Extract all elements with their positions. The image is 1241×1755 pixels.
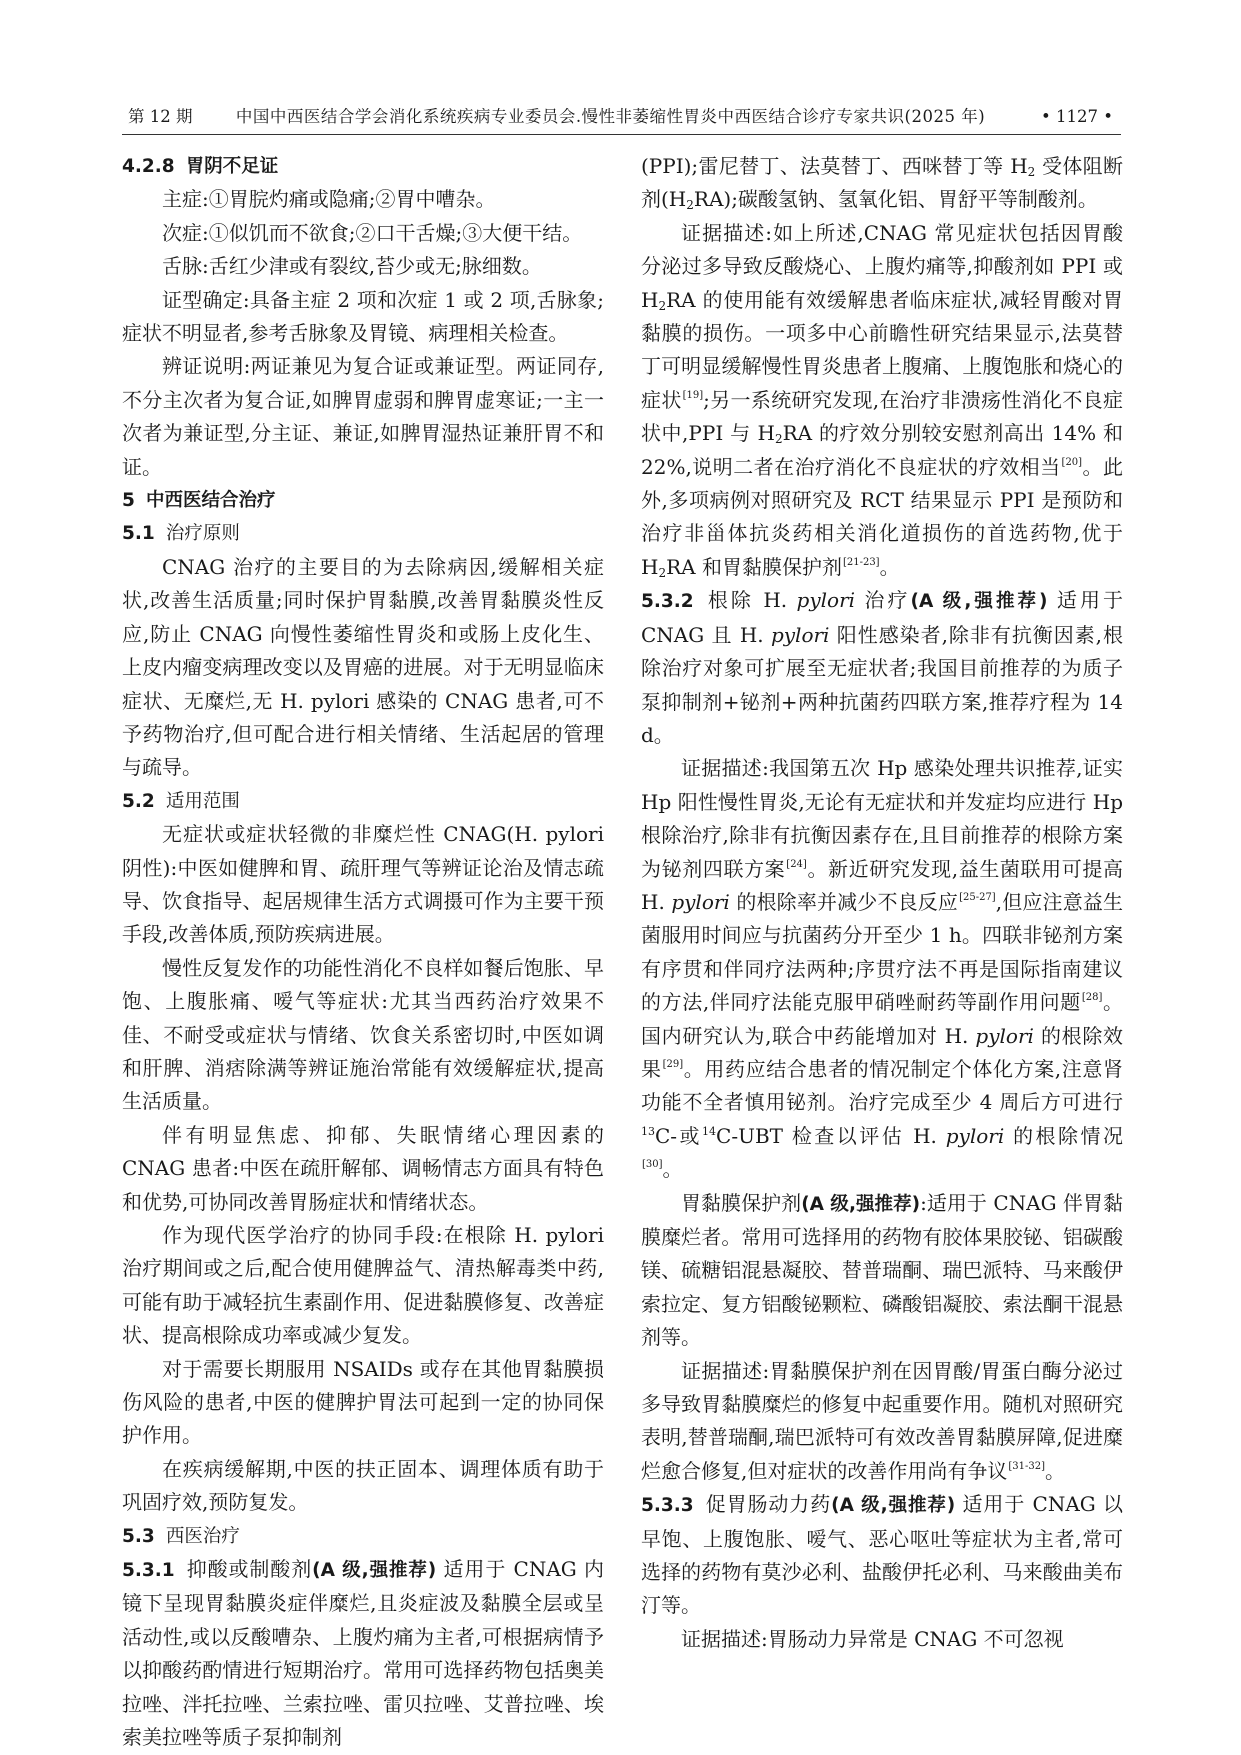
paragraph-5-3-3: 5.3.3 促胃肠动力药(A 级,强推荐) 适用于 CNAG 以早饱、上腹饱胀、嗳气、恶心呕吐等症状为主者,常可选择的药物有莫沙必利、盐酸伊托必利、马来酸曲美布汀等。: [641, 1492, 1123, 1618]
citation: [24]: [786, 858, 807, 870]
paragraph: 无症状或症状轻微的非糜烂性 CNAG(H. pylori 阴性):中医如健脾和胃、疏肝理气等辨证论治及情志疏导、饮食指导、起居规律生活方式调摄可作为主要干预手段,改善体质,预防疾病进展。: [122, 822, 604, 947]
citation: [19]: [682, 389, 704, 401]
grade-badge: (A 级,强推荐): [801, 1193, 921, 1215]
paragraph: 胃黏膜保护剂(A 级,强推荐):适用于 CNAG 伴胃黏膜糜烂者。常用可选择用的药物有胶体果胶铋、铝碳酸镁、硫糖铝混悬凝胶、替普瑞酮、瑞巴派特、马来酸伊索拉定、复方铝酸铋颗粒、磷酸铝凝胶、索法酮干混悬剂等。: [641, 1190, 1123, 1350]
paragraph: 证据描述:胃黏膜保护剂在因胃酸/胃蛋白酶分泌过多导致胃黏膜糜烂的修复中起重要作用。随机对照研究表明,替普瑞酮,瑞巴派特可有效改善胃黏膜屏障,促进糜烂愈合修复,但对症状的改善作用尚有争议[31-32]。: [641, 1358, 1123, 1483]
paragraph: 证据描述:如上所述,CNAG 常见症状包括因胃酸分泌过多导致反酸烧心、上腹灼痛等,抑酸剂如 PPI 或 $H_2RA$ 的使用能有效缓解患者临床症状,减轻胃酸对胃黏膜的损伤。一项多中心前瞻性研究结果显示,法莫替丁可明显缓解慢性胃炎患者上腹痛、上腹饱胀和烧心的症状[19];另一系统研究发现,在治疗非溃疡性消化不良症状中,PPI 与 $H_2RA$ 的疗效分别较安慰剂高出 14% 和 22%,说明二者在治疗消化不良症状的疗效相当[20]。此外,多项病例对照研究及 RCT 结果显示 PPI 是预防和治疗非甾体抗炎药相关消化道损伤的首选药物,优于 $H_2RA$ 和胃黏膜保护剂[21-23]。: [641, 220, 1124, 580]
section-heading-5-1: 5.1 治疗原则: [122, 523, 240, 545]
section-heading-5-2: 5.2 适用范围: [122, 790, 240, 812]
citation: [28]: [1081, 992, 1103, 1004]
citation: [21-23]: [842, 556, 880, 568]
paragraph: CNAG 治疗的主要目的为去除病因,缓解相关症状,改善生活质量;同时保护胃黏膜,改善胃黏膜炎性反应,防止 CNAG 向慢性萎缩性胃炎和或肠上皮化生、上皮内瘤变病理改变以及胃癌的进展。对于无明显临床症状、无糜烂,无 H. pylori 感染的 CNAG 患者,可不予药物治疗,但可配合进行相关情绪、生活起居的管理与疏导。: [122, 554, 604, 780]
section-heading-5: 5 中西医结合治疗: [122, 490, 276, 512]
page-number: • 1127 •: [1041, 107, 1113, 126]
paragraph-5-3-1: 5.3.1 抑酸或制酸剂(A 级,强推荐) 适用于 CNAG 内镜下呈现胃黏膜炎症伴糜烂,且炎症波及黏膜全层或呈活动性,或以反酸嘈杂、上腹灼痛为主者,可根据病情予以抑酸药酌情进行短期治疗。常用可选择药物包括奥美拉唑、泮托拉唑、兰索拉唑、雷贝拉唑、艾普拉唑、埃索美拉唑等质子泵抑制剂: [122, 1557, 604, 1750]
paragraph: 对于需要长期服用 NSAIDs 或存在其他胃黏膜损伤风险的患者,中医的健脾护胃法可起到一定的协同保护作用。: [122, 1356, 604, 1448]
paragraph: 慢性反复发作的功能性消化不良样如餐后饱胀、早饱、上腹胀痛、嗳气等症状:尤其当西药治疗效果不佳、不耐受或症状与情绪、饮食关系密切时,中医如调和肝脾、消痞除满等辨证施治常能有效缓解症状,提高生活质量。: [122, 955, 604, 1114]
paragraph: 舌脉:舌红少津或有裂纹,苔少或无;脉细数。: [162, 254, 542, 279]
left-column: [122, 150, 604, 1755]
paragraph: 作为现代医学治疗的协同手段:在根除 H. pylori 治疗期间或之后,配合使用健脾益气、清热解毒类中药,可能有助于减轻抗生素副作用、促进黏膜修复、改善症状、提高根除成功率或减少复发。: [122, 1223, 604, 1348]
citation: [20]: [1061, 456, 1083, 468]
citation: [31-32]: [1008, 1460, 1045, 1472]
paragraph: 证据描述:胃肠动力异常是 CNAG 不可忽视: [681, 1626, 1064, 1651]
running-header: [122, 100, 1121, 135]
paragraph-5-3-2: 5.3.2 根除 H. pylori 治疗(A 级,强推荐) 适用于 CNAG 且 H. pylori 阳性感染者,除非有抗衡因素,根除治疗对象可扩展至无症状者;我国目前推荐的为质子泵抑制剂+铋剂+两种抗菌药四联方案,推荐疗程为 14 d。: [641, 588, 1124, 747]
grade-badge: (A 级,强推荐): [312, 1560, 437, 1582]
paragraph: 主症:①胃脘灼痛或隐痛;②胃中嘈杂。: [162, 187, 496, 212]
paragraph: 伴有明显焦虑、抑郁、失眠情绪心理因素的 CNAG 患者:中医在疏肝解郁、调畅情志方面具有特色和优势,可协同改善胃肠症状和情绪状态。: [122, 1122, 604, 1214]
citation: [29]: [662, 1058, 684, 1070]
paragraph: 证据描述:我国第五次 Hp 感染处理共识推荐,证实 Hp 阳性慢性胃炎,无论有无症状和并发症均应进行 Hp 根除治疗,除非有抗衡因素存在,且目前推荐的根除方案为铋剂四联方案[24]。新近研究发现,益生菌联用可提高 H. pylori 的根除率并减少不良反应[25-27],但应注意益生菌服用时间应与抗菌药分开至少 1 h。四联非铋剂方案有序贯和伴同疗法两种;序贯疗法不再是国际指南建议的方法,伴同疗法能克服甲硝唑耐药等副作用问题[28]。国内研究认为,联合中药能增加对 H. pylori 的根除效果[29]。用药应结合患者的情况制定个体化方案,注意肾功能不全者慎用铋剂。治疗完成至少 4 周后方可进行$^{13}$C-或$^{14}$C-UBT 检查以评估 H. pylori 的根除情况[30]。: [641, 756, 1124, 1182]
right-column: [641, 150, 1123, 1656]
paragraph: 次症:①似饥而不欲食;②口干舌燥;③大便干结。: [162, 220, 583, 245]
issue-number: 第 12 期: [128, 107, 193, 126]
section-heading-5-3: 5.3 西医治疗: [122, 1525, 240, 1547]
paragraph: (PPI);雷尼替丁、法莫替丁、西咪替丁等 $H_2$ 受体阻断剂$(H_2RA)$;碳酸氢钠、氢氧化铝、胃舒平等制酸剂。: [641, 154, 1123, 213]
running-title: 中国中西医结合学会消化系统疾病专业委员会.慢性非萎缩性胃炎中西医结合诊疗专家共识(2025 年): [235, 107, 986, 126]
paragraph: 证型确定:具备主症 2 项和次症 1 或 2 项,舌脉象;症状不明显者,参考舌脉象及胃镜、病理相关检查。: [122, 287, 604, 346]
section-heading-4-2-8: 4.2.8 胃阴不足证: [122, 156, 279, 177]
grade-badge: (A 级,强推荐): [831, 1495, 956, 1517]
paragraph: 辨证说明:两证兼见为复合证或兼证型。两证同存,不分主次者为复合证,如脾胃虚弱和脾胃虚寒证;一主一次者为兼证型,分主证、兼证,如脾胃湿热证兼肝胃不和证。: [122, 354, 604, 479]
citation: [25-27]: [959, 891, 996, 903]
paragraph: 在疾病缓解期,中医的扶正固本、调理体质有助于巩固疗效,预防复发。: [122, 1456, 604, 1515]
grade-badge: (A 级,强推荐): [910, 591, 1048, 613]
citation: [30]: [642, 1159, 663, 1171]
